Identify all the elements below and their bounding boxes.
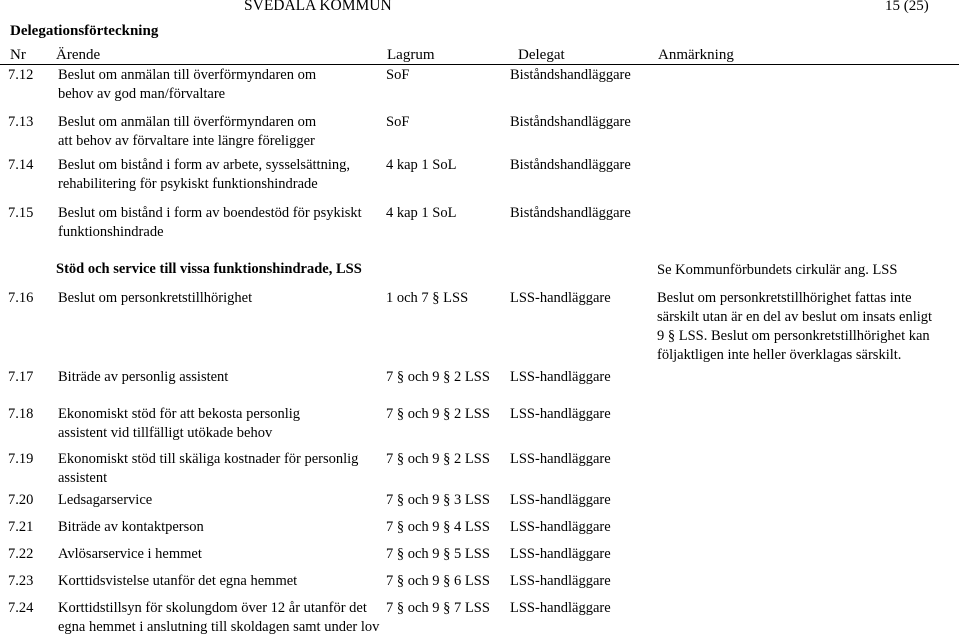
row-delegat: LSS-handläggare xyxy=(510,406,611,422)
row-anmarkning-line: Beslut om personkretstillhörighet fattas inte xyxy=(657,290,912,306)
row-anmarkning-line: 9 § LSS. Beslut om personkretstillhörighet kan xyxy=(657,328,930,344)
row-arende-line: rehabilitering för psykiskt funktionshindrade xyxy=(58,176,318,192)
row-number: 7.23 xyxy=(8,573,34,589)
row-lagrum: 7 § och 9 § 6 LSS xyxy=(386,573,490,589)
column-header-anmarkning: Anmärkning xyxy=(658,47,734,63)
row-delegat: Biståndshandläggare xyxy=(510,67,631,83)
column-header-nr: Nr xyxy=(10,47,26,63)
row-lagrum: 7 § och 9 § 2 LSS xyxy=(386,406,490,422)
row-number: 7.14 xyxy=(8,157,34,173)
row-number: 7.19 xyxy=(8,451,34,467)
row-lagrum: 4 kap 1 SoL xyxy=(386,205,457,221)
section-title: Stöd och service till vissa funktionshindrade, LSS xyxy=(56,261,362,277)
row-number: 7.13 xyxy=(8,114,34,130)
row-arende-line: assistent xyxy=(58,470,108,486)
row-arende-line: Ekonomiskt stöd för att bekosta personlig xyxy=(58,406,301,422)
row-arende-line: Ekonomiskt stöd till skäliga kostnader för personlig xyxy=(58,451,359,467)
row-lagrum: 1 och 7 § LSS xyxy=(386,290,469,306)
row-arende-line: Beslut om anmälan till överförmyndaren om xyxy=(58,67,317,83)
row-lagrum: 4 kap 1 SoL xyxy=(386,157,457,173)
row-lagrum: 7 § och 9 § 3 LSS xyxy=(386,492,490,508)
row-arende-line: Beslut om bistånd i form av arbete, sysselsättning, xyxy=(58,157,350,173)
row-arende-line: Biträde av kontaktperson xyxy=(58,519,204,535)
row-lagrum: 7 § och 9 § 2 LSS xyxy=(386,451,490,467)
row-arende-line: assistent vid tillfälligt utökade behov xyxy=(58,425,273,441)
row-delegat: LSS-handläggare xyxy=(510,573,611,589)
row-delegat: LSS-handläggare xyxy=(510,546,611,562)
row-number: 7.15 xyxy=(8,205,34,221)
row-number: 7.18 xyxy=(8,406,34,422)
row-number: 7.20 xyxy=(8,492,34,508)
row-arende-line: att behov av förvaltare inte längre föreligger xyxy=(58,133,315,149)
row-delegat: LSS-handläggare xyxy=(510,369,611,385)
row-lagrum: SoF xyxy=(386,67,410,83)
row-delegat: LSS-handläggare xyxy=(510,519,611,535)
document-title: Delegationsförteckning xyxy=(10,23,159,39)
row-arende-line: Biträde av personlig assistent xyxy=(58,369,229,385)
row-anmarkning-line: följaktligen inte heller överklagas särskilt. xyxy=(657,347,902,363)
row-delegat: Biståndshandläggare xyxy=(510,114,631,130)
section-note: Se Kommunförbundets cirkulär ang. LSS xyxy=(657,262,898,278)
row-number: 7.16 xyxy=(8,290,34,306)
organization-name: SVEDALA KOMMUN xyxy=(244,0,392,14)
row-arende-line: behov av god man/förvaltare xyxy=(58,86,226,102)
row-arende-line: funktionshindrade xyxy=(58,224,164,240)
row-lagrum: SoF xyxy=(386,114,410,130)
row-lagrum: 7 § och 9 § 5 LSS xyxy=(386,546,490,562)
row-delegat: Biståndshandläggare xyxy=(510,205,631,221)
page-number: 15 (25) xyxy=(885,0,929,14)
row-lagrum: 7 § och 9 § 7 LSS xyxy=(386,600,490,616)
header-divider xyxy=(0,64,959,65)
row-delegat: Biståndshandläggare xyxy=(510,157,631,173)
row-arende-line: Avlösarservice i hemmet xyxy=(58,546,202,562)
column-header-delegat: Delegat xyxy=(518,47,565,63)
row-arende-line: Beslut om personkretstillhörighet xyxy=(58,290,253,306)
row-anmarkning-line: särskilt utan är en del av beslut om insats enligt xyxy=(657,309,933,325)
row-delegat: LSS-handläggare xyxy=(510,451,611,467)
row-arende-line: egna hemmet i anslutning till skoldagen samt under lov xyxy=(58,619,380,635)
row-number: 7.17 xyxy=(8,369,34,385)
row-delegat: LSS-handläggare xyxy=(510,600,611,616)
row-arende-line: Korttidsvistelse utanför det egna hemmet xyxy=(58,573,298,589)
row-arende-line: Korttidstillsyn för skolungdom över 12 år utanför det xyxy=(58,600,367,616)
row-number: 7.21 xyxy=(8,519,34,535)
column-header-arende: Ärende xyxy=(56,47,101,63)
column-header-lagrum: Lagrum xyxy=(387,47,435,63)
row-lagrum: 7 § och 9 § 2 LSS xyxy=(386,369,490,385)
row-number: 7.24 xyxy=(8,600,34,616)
row-arende-line: Ledsagarservice xyxy=(58,492,153,508)
row-delegat: LSS-handläggare xyxy=(510,492,611,508)
row-lagrum: 7 § och 9 § 4 LSS xyxy=(386,519,490,535)
row-number: 7.12 xyxy=(8,67,34,83)
row-delegat: LSS-handläggare xyxy=(510,290,611,306)
row-arende-line: Beslut om bistånd i form av boendestöd för psykiskt xyxy=(58,205,362,221)
row-number: 7.22 xyxy=(8,546,34,562)
row-arende-line: Beslut om anmälan till överförmyndaren om xyxy=(58,114,317,130)
